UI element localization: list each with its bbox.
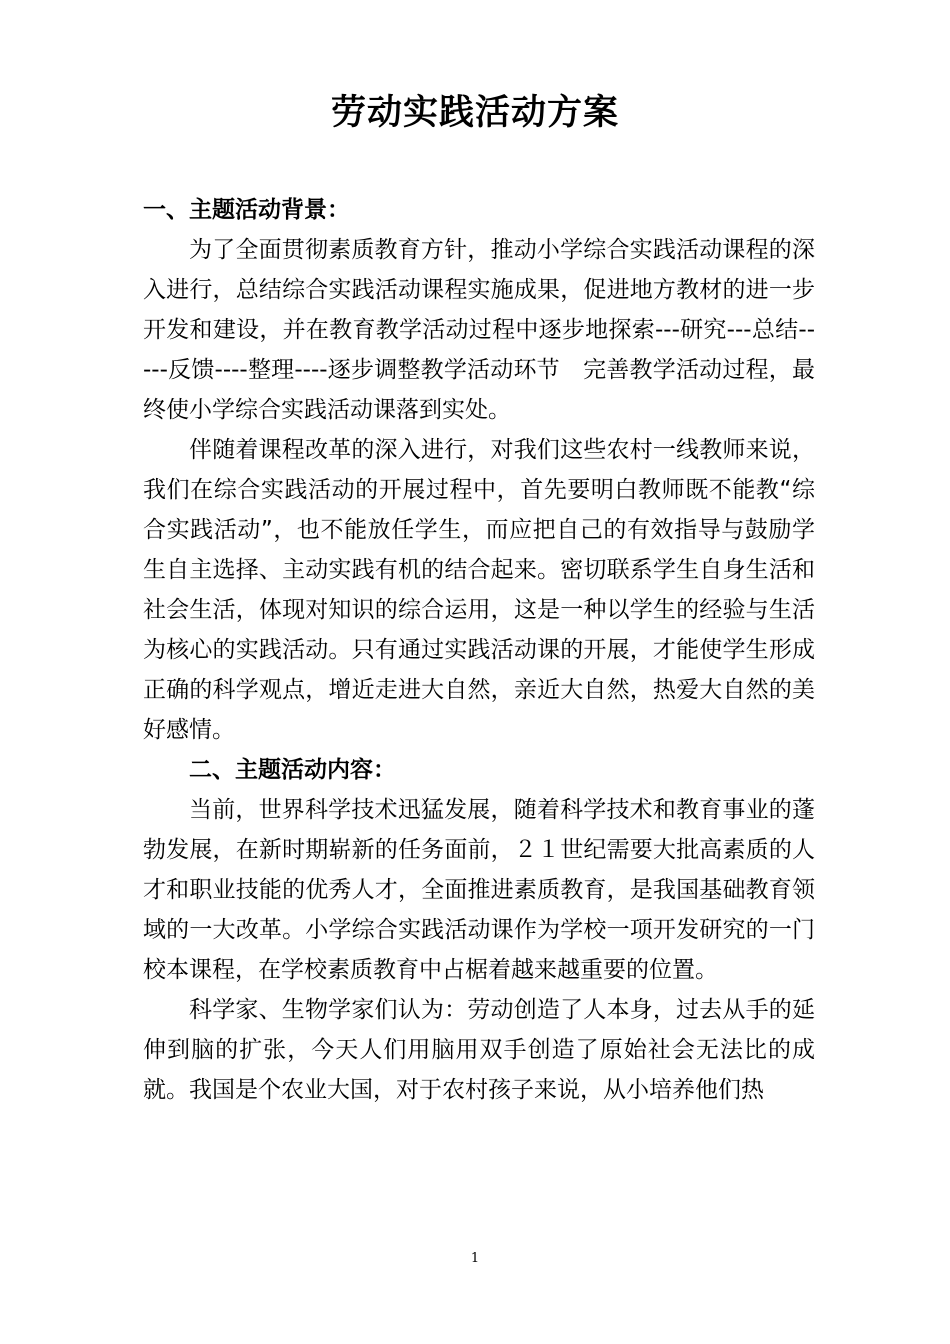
- section-heading-background: 一、主题活动背景：: [143, 197, 350, 223]
- paragraph-background-2: 伴随着课程改革的深入进行，对我们这些农村一线教师来说，我们在综合实践活动的开展过程中，首先要明白教师既不能教“综合实践活动”，也不能放任学生，而应把自己的有效指导与鼓励学生自主选择、主动实践有机的结合起来。密切联系学生自身生活和社会生活，体现对知识的综合运用，这是一种以学生的经验与生活为核心的实践活动。只有通过实践活动课的开展，才能使学生形成正确的科学观点，增近走进大自然，亲近大自然，热爱大自然的美好感情。: [143, 437, 815, 743]
- paragraph-content-2: 科学家、生物学家们认为：劳动创造了人本身，过去从手的延伸到脑的扩张，今天人们用脑用双手创造了原始社会无法比的成就。我国是个农业大国，对于农村孩子来说，从小培养他们热: [143, 997, 815, 1103]
- section-heading-content: 二、主题活动内容：: [189, 757, 396, 783]
- document-body: [143, 190, 815, 1110]
- page-number: 1: [470, 1251, 480, 1266]
- paragraph-background-1: 为了全面贯彻素质教育方针，推动小学综合实践活动课程的深入进行，总结综合实践活动课程实施成果，促进地方教材的进一步开发和建设，并在教育教学活动过程中逐步地探索---研究---总结-----反馈----整理----逐步调整教学活动环节 完善教学活动过程，最终使小学综合实践活动课落到实处。: [143, 237, 815, 423]
- document-title: 劳动实践活动方案: [330, 93, 619, 133]
- paragraph-content-1: 当前，世界科学技术迅猛发展，随着科学技术和教育事业的蓬勃发展，在新时期崭新的任务面前，２１世纪需要大批高素质的人才和职业技能的优秀人才，全面推进素质教育，是我国基础教育领域的一大改革。小学综合实践活动课作为学校一项开发研究的一门校本课程，在学校素质教育中占椐着越来越重要的位置。: [143, 797, 815, 983]
